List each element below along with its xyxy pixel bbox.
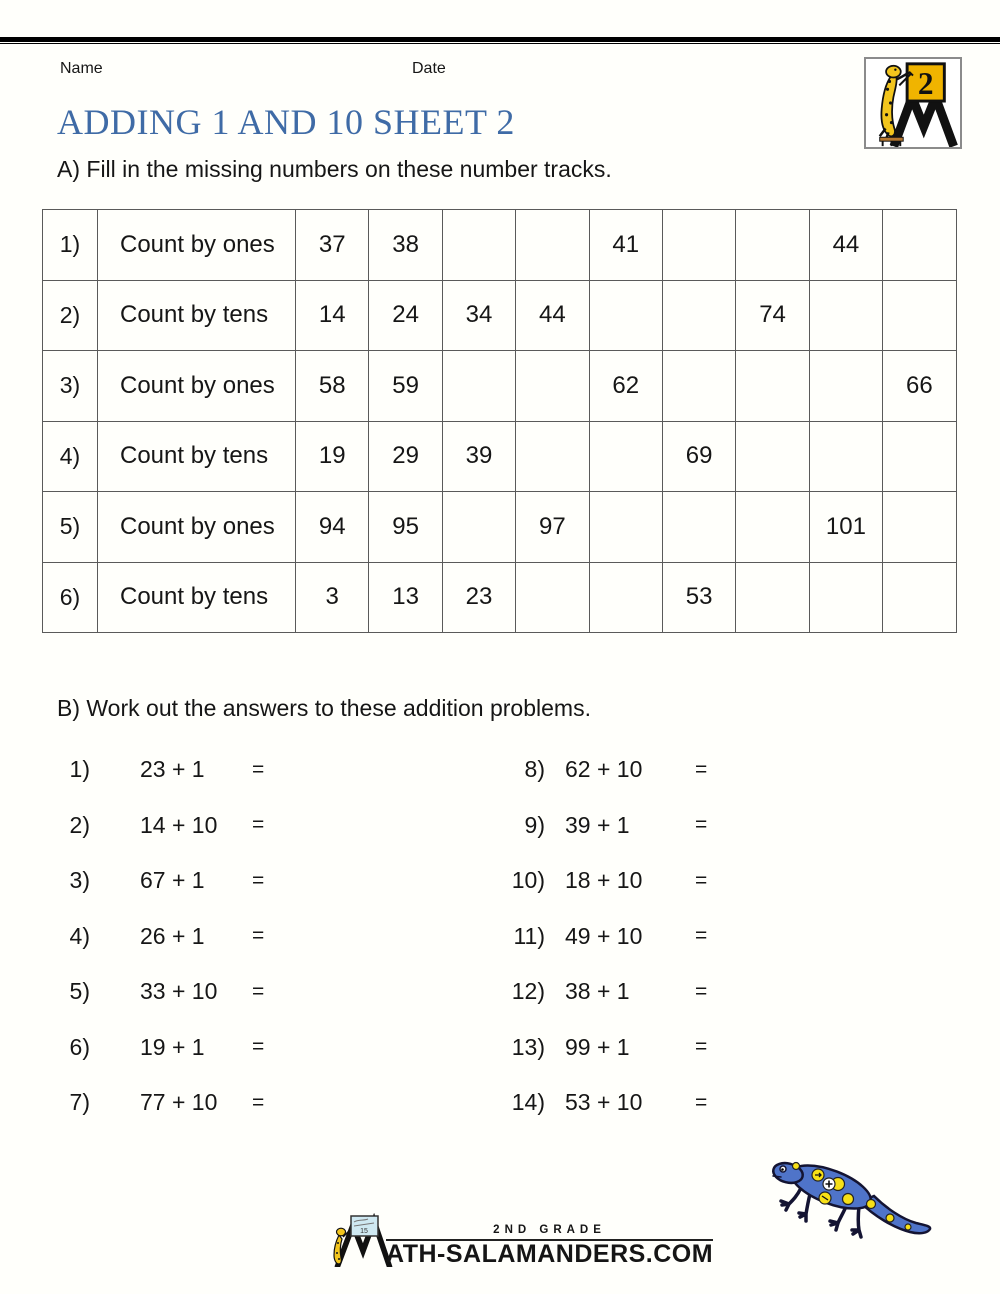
problem-row bbox=[450, 798, 910, 854]
problem-number: 3) bbox=[69, 867, 90, 894]
site-logo bbox=[330, 1213, 713, 1267]
grade-badge bbox=[864, 57, 962, 149]
equals-sign: = bbox=[252, 924, 265, 948]
problem-number: 8) bbox=[524, 756, 545, 783]
track-cell-blank[interactable] bbox=[809, 562, 882, 633]
row-number: 1) bbox=[43, 210, 98, 281]
track-cell-blank[interactable] bbox=[736, 562, 809, 633]
track-cell: 3 bbox=[296, 562, 369, 633]
equals-sign: = bbox=[252, 868, 265, 892]
track-cell: 101 bbox=[809, 492, 882, 563]
track-cell-blank[interactable] bbox=[442, 351, 515, 422]
track-cell-blank[interactable] bbox=[589, 492, 662, 563]
row-label: Count by ones bbox=[98, 210, 296, 281]
grade-text: 2ND GRADE bbox=[386, 1224, 713, 1241]
track-cell: 29 bbox=[369, 421, 442, 492]
problem-row bbox=[0, 853, 460, 909]
problem-number: 10) bbox=[511, 867, 545, 894]
track-cell: 39 bbox=[442, 421, 515, 492]
problem-expression: 53 + 10 bbox=[565, 1089, 643, 1116]
problem-row bbox=[0, 798, 460, 854]
problem-expression: 62 + 10 bbox=[565, 756, 643, 783]
equals-sign: = bbox=[252, 757, 265, 781]
problems-right bbox=[450, 742, 910, 1131]
problem-number: 1) bbox=[69, 756, 90, 783]
problem-expression: 99 + 1 bbox=[565, 1033, 630, 1060]
problem-expression: 67 + 1 bbox=[140, 867, 205, 894]
track-cell-blank[interactable] bbox=[516, 562, 589, 633]
problem-row bbox=[450, 1020, 910, 1076]
equals-sign: = bbox=[695, 868, 708, 892]
track-cell: 94 bbox=[296, 492, 369, 563]
track-cell-blank[interactable] bbox=[883, 210, 956, 281]
problem-row bbox=[0, 1075, 460, 1131]
problem-expression: 26 + 1 bbox=[140, 922, 205, 949]
problem-number: 14) bbox=[511, 1089, 545, 1116]
page-title: ADDING 1 AND 10 SHEET 2 bbox=[57, 102, 515, 142]
track-cell-blank[interactable] bbox=[589, 421, 662, 492]
problem-row bbox=[0, 964, 460, 1020]
number-track-row bbox=[43, 492, 957, 563]
track-cell: 13 bbox=[369, 562, 442, 633]
row-number: 2) bbox=[43, 280, 98, 351]
equals-sign: = bbox=[695, 1035, 708, 1059]
problem-row bbox=[450, 909, 910, 965]
problem-number: 2) bbox=[69, 811, 90, 838]
problem-expression: 19 + 1 bbox=[140, 1033, 205, 1060]
problem-expression: 14 + 10 bbox=[140, 811, 218, 838]
grade-badge-illustration bbox=[866, 59, 960, 147]
problem-expression: 18 + 10 bbox=[565, 867, 643, 894]
name-label: Name bbox=[60, 60, 103, 77]
equals-sign: = bbox=[252, 1035, 265, 1059]
problem-expression: 38 + 1 bbox=[565, 978, 630, 1005]
number-track-row bbox=[43, 210, 957, 281]
equals-sign: = bbox=[252, 1090, 265, 1114]
problem-number: 11) bbox=[513, 922, 545, 949]
track-cell: 97 bbox=[516, 492, 589, 563]
track-cell-blank[interactable] bbox=[516, 351, 589, 422]
addition-problems bbox=[0, 742, 1000, 1132]
track-cell-blank[interactable] bbox=[442, 210, 515, 281]
problem-number: 7) bbox=[69, 1089, 90, 1116]
problem-row bbox=[0, 1020, 460, 1076]
equals-sign: = bbox=[252, 813, 265, 837]
track-cell-blank[interactable] bbox=[442, 492, 515, 563]
blue-salamander-illustration bbox=[768, 1142, 943, 1247]
track-cell: 95 bbox=[369, 492, 442, 563]
track-cell-blank[interactable] bbox=[883, 562, 956, 633]
row-number: 3) bbox=[43, 351, 98, 422]
problem-row bbox=[0, 742, 460, 798]
track-cell-blank[interactable] bbox=[736, 421, 809, 492]
track-cell-blank[interactable] bbox=[809, 421, 882, 492]
problem-row bbox=[450, 742, 910, 798]
section-a-instruction: A) Fill in the missing numbers on these number tracks. bbox=[57, 156, 612, 182]
track-cell: 19 bbox=[296, 421, 369, 492]
track-cell-blank[interactable] bbox=[809, 280, 882, 351]
top-rule bbox=[0, 37, 1000, 44]
track-cell: 41 bbox=[589, 210, 662, 281]
track-cell-blank[interactable] bbox=[736, 351, 809, 422]
number-track-row bbox=[43, 421, 957, 492]
problem-row bbox=[450, 853, 910, 909]
track-cell: 66 bbox=[883, 351, 956, 422]
problems-left bbox=[0, 742, 460, 1131]
row-number: 4) bbox=[43, 421, 98, 492]
badge-number: 2 bbox=[917, 66, 934, 102]
row-label: Count by tens bbox=[98, 562, 296, 633]
row-label: Count by tens bbox=[98, 421, 296, 492]
equals-sign: = bbox=[695, 757, 708, 781]
number-track-row bbox=[43, 562, 957, 633]
site-logo-text bbox=[386, 1224, 713, 1267]
track-cell-blank[interactable] bbox=[883, 280, 956, 351]
problem-row bbox=[450, 1075, 910, 1131]
easel-salamander-icon bbox=[330, 1213, 394, 1267]
number-track-row bbox=[43, 280, 957, 351]
track-cell: 34 bbox=[442, 280, 515, 351]
track-cell: 24 bbox=[369, 280, 442, 351]
equals-sign: = bbox=[695, 813, 708, 837]
track-cell: 38 bbox=[369, 210, 442, 281]
problem-number: 6) bbox=[69, 1033, 90, 1060]
number-track-table bbox=[42, 209, 957, 633]
row-label: Count by ones bbox=[98, 492, 296, 563]
track-cell-blank[interactable] bbox=[516, 210, 589, 281]
track-cell-blank[interactable] bbox=[662, 492, 735, 563]
problem-number: 12) bbox=[511, 978, 545, 1005]
track-cell: 44 bbox=[809, 210, 882, 281]
track-cell: 62 bbox=[589, 351, 662, 422]
track-cell: 74 bbox=[736, 280, 809, 351]
track-cell-blank[interactable] bbox=[662, 351, 735, 422]
problem-expression: 39 + 1 bbox=[565, 811, 630, 838]
easel-sign-text: 15 bbox=[360, 1228, 368, 1235]
track-cell-blank[interactable] bbox=[736, 210, 809, 281]
problem-row bbox=[0, 909, 460, 965]
row-number: 5) bbox=[43, 492, 98, 563]
track-cell-blank[interactable] bbox=[589, 280, 662, 351]
equals-sign: = bbox=[252, 979, 265, 1003]
site-name-text: ATH-SALAMANDERS.COM bbox=[386, 1240, 714, 1268]
track-cell-blank[interactable] bbox=[809, 351, 882, 422]
problem-expression: 77 + 10 bbox=[140, 1089, 218, 1116]
number-track-row bbox=[43, 351, 957, 422]
track-cell-blank[interactable] bbox=[516, 421, 589, 492]
equals-sign: = bbox=[695, 924, 708, 948]
equals-sign: = bbox=[695, 1090, 708, 1114]
problem-number: 9) bbox=[524, 811, 545, 838]
equals-sign: = bbox=[695, 979, 708, 1003]
track-cell: 23 bbox=[442, 562, 515, 633]
track-cell-blank[interactable] bbox=[736, 492, 809, 563]
date-label: Date bbox=[412, 60, 446, 77]
problem-expression: 49 + 10 bbox=[565, 922, 643, 949]
track-cell-blank[interactable] bbox=[883, 492, 956, 563]
number-track-body bbox=[43, 210, 957, 633]
row-label: Count by tens bbox=[98, 280, 296, 351]
track-cell: 44 bbox=[516, 280, 589, 351]
track-cell: 37 bbox=[296, 210, 369, 281]
problem-number: 5) bbox=[69, 978, 90, 1005]
problem-row bbox=[450, 964, 910, 1020]
track-cell: 69 bbox=[662, 421, 735, 492]
row-number: 6) bbox=[43, 562, 98, 633]
track-cell-blank[interactable] bbox=[883, 421, 956, 492]
track-cell: 59 bbox=[369, 351, 442, 422]
problem-expression: 33 + 10 bbox=[140, 978, 218, 1005]
track-cell: 14 bbox=[296, 280, 369, 351]
track-cell-blank[interactable] bbox=[589, 562, 662, 633]
problem-number: 13) bbox=[511, 1033, 545, 1060]
problem-number: 4) bbox=[69, 922, 90, 949]
track-cell-blank[interactable] bbox=[662, 280, 735, 351]
track-cell: 53 bbox=[662, 562, 735, 633]
row-label: Count by ones bbox=[98, 351, 296, 422]
section-b-instruction: B) Work out the answers to these addition problems. bbox=[57, 695, 591, 721]
problem-expression: 23 + 1 bbox=[140, 756, 205, 783]
track-cell: 58 bbox=[296, 351, 369, 422]
track-cell-blank[interactable] bbox=[662, 210, 735, 281]
